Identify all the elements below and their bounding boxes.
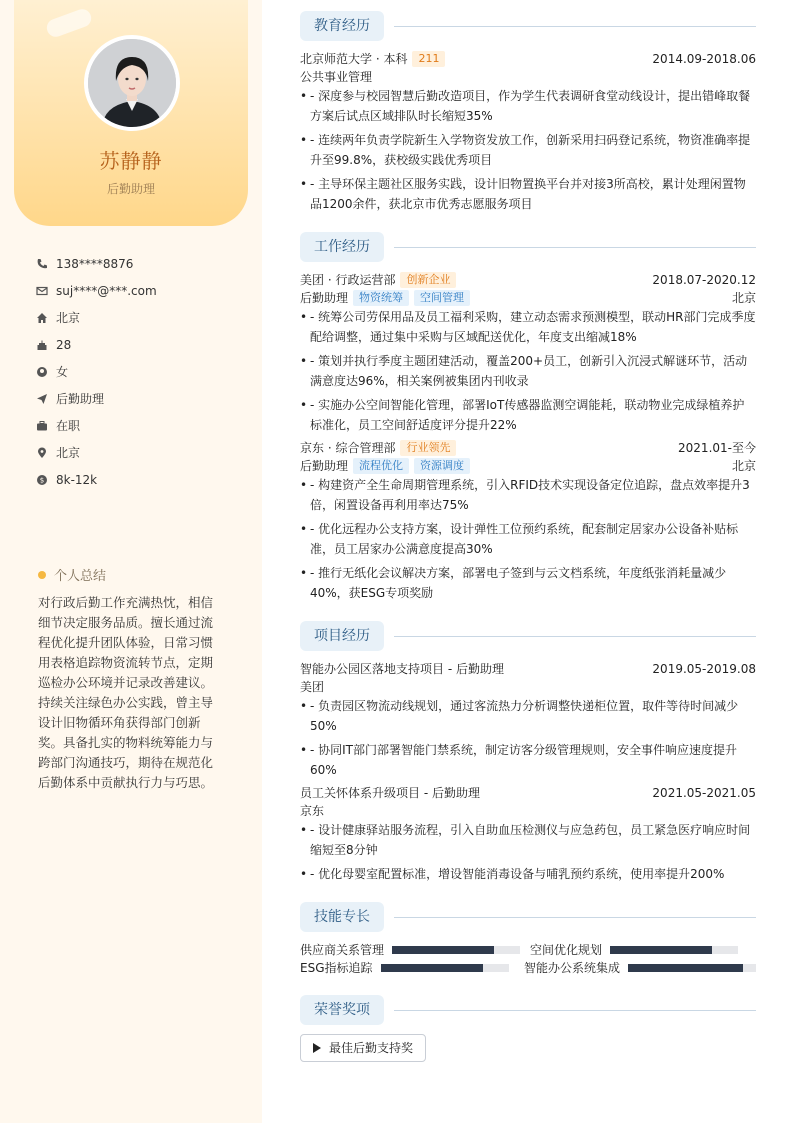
school-tag: 211 bbox=[412, 51, 445, 67]
job-city: 北京 bbox=[731, 459, 756, 473]
cake-icon bbox=[36, 339, 48, 351]
project-org: 京东 bbox=[300, 804, 325, 818]
education-period: 2014.09-2018.06 bbox=[652, 52, 756, 66]
education-major: 公共事业管理 bbox=[300, 70, 373, 84]
status-text: 在职 bbox=[56, 419, 81, 433]
skill-tag: 空间管理 bbox=[414, 290, 470, 306]
info-home bbox=[36, 304, 236, 331]
company-name: 京东 · 综合管理部 bbox=[300, 441, 396, 455]
info-age bbox=[36, 331, 236, 358]
divider bbox=[394, 1010, 756, 1011]
list-item: • - 设计健康驿站服务流程，引入自助血压检测仪与应急药包，员工紧急医疗响应时间缩短至8分钟 bbox=[300, 820, 756, 860]
skill-item bbox=[524, 960, 756, 976]
list-item: • - 主导环保主题社区服务实践，设计旧物置换平台并对接3所高校，累计处理闲置物品1200余件，获北京市优秀志愿服务项目 bbox=[300, 174, 756, 214]
section-title: 项目经历 bbox=[300, 621, 384, 651]
briefcase-icon bbox=[36, 420, 48, 432]
section-education bbox=[300, 11, 756, 41]
play-icon bbox=[313, 1043, 321, 1053]
job-position: 后勤助理 bbox=[300, 459, 349, 473]
skill-bar bbox=[381, 964, 509, 972]
home-icon bbox=[36, 312, 48, 324]
divider bbox=[394, 247, 756, 248]
list-item: • - 优化母婴室配置标准，增设智能消毒设备与哺乳预约系统，使用率提升200% bbox=[300, 864, 756, 884]
skill-item bbox=[300, 942, 520, 958]
skill-bar-fill bbox=[381, 964, 483, 972]
sidebar bbox=[0, 0, 262, 1123]
skill-item bbox=[300, 960, 509, 976]
phone-text: 138****8876 bbox=[56, 256, 134, 271]
salary-icon bbox=[36, 474, 48, 486]
salary-text: 8k-12k bbox=[56, 472, 98, 487]
skill-bar bbox=[628, 964, 756, 972]
info-phone bbox=[36, 250, 236, 277]
section-title: 教育经历 bbox=[300, 11, 384, 41]
divider bbox=[394, 636, 756, 637]
project-header bbox=[300, 784, 756, 802]
info-city bbox=[36, 439, 236, 466]
list-item: • - 构建资产全生命周期管理系统，引入RFID技术实现设备定位追踪，盘点效率提升3倍，闲置设备再利用率达75% bbox=[300, 475, 756, 515]
list-item: • - 策划并执行季度主题团建活动，覆盖200+员工，创新引入沉浸式解谜环节，活动满意度达96%，相关案例被集团内刊收录 bbox=[300, 351, 756, 391]
skill-item bbox=[530, 942, 738, 958]
gender-text: 女 bbox=[56, 365, 69, 379]
contact-info bbox=[36, 250, 236, 493]
skill-bar bbox=[392, 946, 520, 954]
project-period: 2021.05-2021.05 bbox=[652, 786, 756, 800]
location-pin-icon bbox=[36, 447, 48, 459]
section-honors bbox=[300, 995, 756, 1025]
decorative-pill bbox=[44, 7, 93, 40]
skill-bar bbox=[610, 946, 738, 954]
skill-tag: 流程优化 bbox=[353, 458, 409, 474]
list-item: • - 负责园区物流动线规划，通过客流热力分析调整快递柜位置，取件等待时间减少50% bbox=[300, 696, 756, 736]
skill-name: 智能办公系统集成 bbox=[524, 961, 621, 975]
education-header bbox=[300, 50, 756, 68]
project-header bbox=[300, 660, 756, 678]
home-text: 北京 bbox=[56, 311, 81, 325]
skill-tag: 资源调度 bbox=[414, 458, 470, 474]
skill-bar-fill bbox=[610, 946, 712, 954]
skill-name: 空间优化规划 bbox=[530, 943, 603, 957]
list-item: • - 深度参与校园智慧后勤改造项目，作为学生代表调研食堂动线设计，提出错峰取餐方案后试点区域排队时长缩短35% bbox=[300, 86, 756, 126]
job-header bbox=[300, 271, 756, 289]
list-item: • - 连续两年负责学院新生入学物资发放工作，创新采用扫码登记系统，物资准确率提升至99.8%，获校级实践优秀项目 bbox=[300, 130, 756, 170]
project-name: 智能办公园区落地支持项目 - 后勤助理 bbox=[300, 662, 504, 676]
project-name: 员工关怀体系升级项目 - 后勤助理 bbox=[300, 786, 480, 800]
info-email bbox=[36, 277, 236, 304]
section-projects bbox=[300, 621, 756, 651]
divider bbox=[394, 917, 756, 918]
skill-tag: 物资统筹 bbox=[353, 290, 409, 306]
divider bbox=[394, 26, 756, 27]
list-item: • - 优化远程办公支持方案，设计弹性工位预约系统，配套制定居家办公设备补贴标准，员工居家办公满意度提高30% bbox=[300, 519, 756, 559]
project-period: 2019.05-2019.08 bbox=[652, 662, 756, 676]
section-title: 荣誉奖项 bbox=[300, 995, 384, 1025]
section-skills bbox=[300, 902, 756, 932]
mail-icon bbox=[36, 285, 48, 297]
project-org: 美团 bbox=[300, 680, 325, 694]
summary-text: 对行政后勤工作充满热忱，相信细节决定服务品质。擅长通过流程优化提升团队体验，日常习惯用表格追踪物资流转节点，定期巡检办公环境并记录改善建议。持续关注绿色办公实践，曾主导设计旧物循环角获得部门创新奖。具备扎实的物料统筹能力与跨部门沟通技巧，期待在规范化后勤体系中贡献执行力与巧思。 bbox=[38, 595, 214, 790]
list-item: • - 推行无纸化会议解决方案，部署电子签到与云文档系统，年度纸张消耗量减少40%，获ESG专项奖励 bbox=[300, 563, 756, 603]
section-work bbox=[300, 232, 756, 262]
bullet-dot-icon bbox=[38, 571, 46, 579]
svg-text:$: $ bbox=[39, 476, 45, 485]
list-item: • - 统筹公司劳保用品及员工福利采购，建立动态需求预测模型，联动HR部门完成季度配给调整，通过集中采购与区域配送优化，年度支出缩减18% bbox=[300, 307, 756, 347]
company-tag: 创新企业 bbox=[400, 272, 456, 288]
job-header bbox=[300, 439, 756, 457]
info-status bbox=[36, 412, 236, 439]
skill-bar-fill bbox=[392, 946, 494, 954]
job-period: 2018.07-2020.12 bbox=[652, 273, 756, 287]
age-text: 28 bbox=[56, 337, 72, 352]
info-gender bbox=[36, 358, 236, 385]
info-position bbox=[36, 385, 236, 412]
job-subheader bbox=[300, 457, 756, 475]
skill-bar-fill bbox=[628, 964, 743, 972]
candidate-name: 苏静静 bbox=[99, 149, 163, 173]
job-period: 2021.01-至今 bbox=[678, 441, 756, 455]
award-item[interactable] bbox=[300, 1034, 426, 1062]
company-tag: 行业领先 bbox=[400, 440, 456, 456]
avatar bbox=[84, 35, 180, 131]
skill-name: ESG指标追踪 bbox=[300, 961, 373, 975]
list-item: • - 协同IT部门部署智能门禁系统，制定访客分级管理规则，安全事件响应速度提升60% bbox=[300, 740, 756, 780]
position-text: 后勤助理 bbox=[56, 392, 105, 406]
send-icon bbox=[36, 393, 48, 405]
job-position: 后勤助理 bbox=[300, 291, 349, 305]
company-name: 美团 · 行政运营部 bbox=[300, 273, 396, 287]
school-name: 北京师范大学 · 本科 bbox=[300, 52, 408, 66]
section-title: 技能专长 bbox=[300, 902, 384, 932]
info-salary bbox=[36, 466, 236, 493]
city-text: 北京 bbox=[56, 446, 81, 460]
list-item: • - 实施办公空间智能化管理，部署IoT传感器监测空调能耗，联动物业完成绿植养护标准化，员工空间舒适度评分提升22% bbox=[300, 395, 756, 435]
job-subheader bbox=[300, 289, 756, 307]
email-text: suj****@***.com bbox=[56, 283, 157, 298]
section-title: 工作经历 bbox=[300, 232, 384, 262]
skill-name: 供应商关系管理 bbox=[300, 943, 385, 957]
gender-icon bbox=[36, 366, 48, 378]
job-city: 北京 bbox=[731, 291, 756, 305]
summary-title: 个人总结 bbox=[54, 569, 107, 584]
phone-icon bbox=[36, 258, 48, 270]
award-name: 最佳后勤支持奖 bbox=[329, 1041, 414, 1055]
candidate-role: 后勤助理 bbox=[106, 182, 155, 196]
summary-heading bbox=[38, 565, 106, 584]
